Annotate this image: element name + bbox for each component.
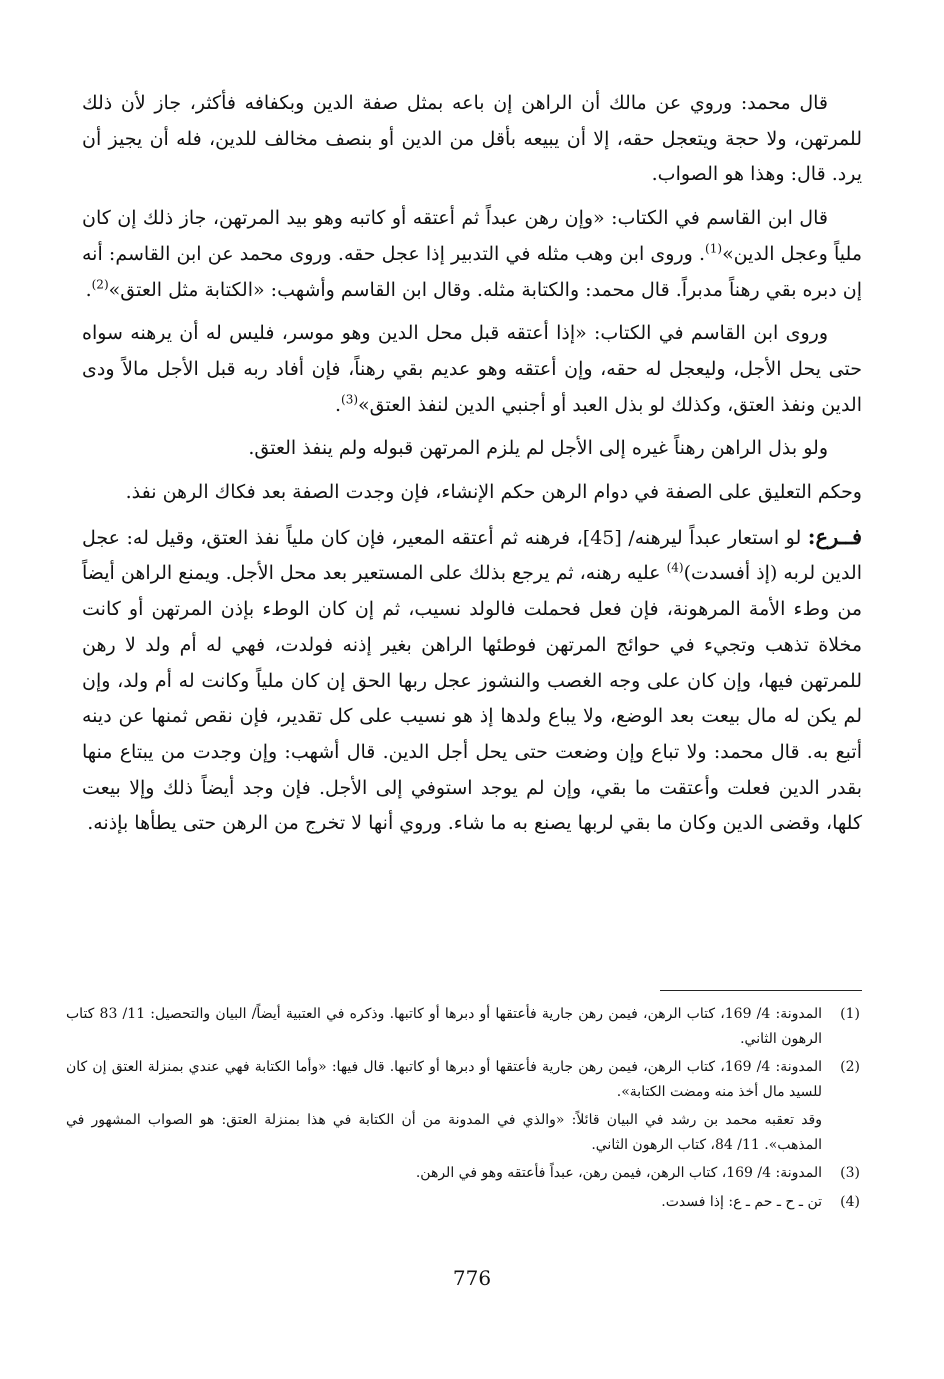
paragraph-2: قال ابن القاسم في الكتاب: «وإن رهن عبداً ثم أعتقه أو كاتبه وهو بيد المرتهن، جاز ذلك إن كان ملياً وعجل الدين»$^{(1)}$. وروى ابن وهب مثله في التدبير إذا عجل حقه. وروى محمد عن ابن القاسم: أنه إن دبره بقي رهناً مدبراً. قال محمد: والكتابة مثله. وقال ابن القاسم وأشهب: «الكتابة مثل العتق»$^{(2)}$. bbox=[82, 207, 862, 301]
footnote-number: (2) bbox=[840, 1059, 860, 1075]
paragraph-3: وروى ابن القاسم في الكتاب: «إذا أعتقه قبل محل الدين وهو موسر، فليس له أن يرهنه سواه حتى يحل الأجل، وليعجل له حقه، وإن أعتقه وهو عديم بقي رهناً، فإن أفاد ربه قبل الأجل مالاً ودى الدين ونفذ العتق، وكذلك لو بذل العبد أو أجنبي الدين لنفذ العتق»$^{(3)}$. bbox=[82, 322, 862, 416]
footnote-text: المدونة: 4/ 169، كتاب الرهن، فيمن رهن جارية فأعتقها أو دبرها أو كاتبها. قال فيها: «وأما الكتابة فهي عندي بمنزلة العتق إن كان للسيد مال أخذ منه ومضت الكتابة». bbox=[66, 1059, 822, 1100]
footnote-ref-4[interactable]: (4) bbox=[666, 561, 684, 576]
footnote-2 bbox=[66, 1055, 860, 1104]
footnote-divider bbox=[660, 990, 862, 991]
paragraph-6: فــرع: لو استعار عبداً ليرهنه/ [45]، فرهنه ثم أعتقه المعير، فإن كان ملياً نفذ العتق، وقيل له: عجل الدين لربه (إذ أفسدت)$^{(4)}$ عليه رهنه، ثم يرجع بذلك على المستعير بعد محل الأجل. ويمنع الراهن أيضاً من وطء الأمة المرهونة، فإن فعل فحملت فالولد نسيب، ثم إن كان الوطء بإذن المرتهن أو كانت مخلاة تذهب وتجيء في حوائج المرتهن فوطئها الراهن بغير إذنه فولدت، فهي له أم ولد لا رهن للمرتهن فيها، وإن كان على وجه الغصب والنشوز عجل ربها الحق إن كان ملياً وكانت له أم ولد، وإن لم يكن له مال بيعت بعد الوضع، ولا يباع ولدها إذ هو نسيب على كل تقدير، فإن نقص ثمنها عن دينه أتبع به. قال محمد: ولا تباع وإن وضعت حتى يحل أجل الدين. قال أشهب: وإن وجدت من يبتاع منها بقدر الدين فعلت وأعتقت ما بقي، وإن لم يوجد استوفي إلى الأجل. فإن وجد أيضاً ذلك وإلا بيعت كلها، وقضى الدين وكان ما بقي لربها يصنع به ما شاء. وروي أنها لا تخرج من الرهن حتى يطأها بإذنه. bbox=[82, 523, 862, 835]
section-lead-word: فــرع: bbox=[807, 523, 862, 549]
footnote-ref-1[interactable]: (1) bbox=[705, 241, 723, 256]
footnote-text: تن ـ ح ـ حم ـ ع: إذا فسدت. bbox=[661, 1193, 822, 1210]
footnote-number: (4) bbox=[840, 1193, 860, 1210]
paragraph-5: وحكم التعليق على الصفة في دوام الرهن حكم الإنشاء، فإن وجدت الصفة بعد فكاك الرهن نفذ. bbox=[125, 481, 862, 504]
footnote-text: المدونة: 4/ 169، كتاب الرهن، فيمن رهن، عبداً فأعتقه وهو في الرهن. bbox=[415, 1165, 822, 1181]
paragraph-4: ولو بذل الراهن رهناً غيره إلى الأجل لم يلزم المرتهن قبوله ولم ينفذ العتق. bbox=[248, 437, 828, 460]
footnote-text: المدونة: 4/ 169، كتاب الرهن، فيمن رهن جارية فأعتقها أو دبرها أو كاتبها. وذكره في العتبية أيضاً/ البيان والتحصيل: 11/ 83 كتاب الرهون الثاني. bbox=[66, 1006, 823, 1047]
page-number: 776 bbox=[452, 1266, 492, 1290]
footnote-ref-2[interactable]: (2) bbox=[91, 277, 109, 292]
footnote-4 bbox=[66, 1190, 860, 1215]
paragraph-1: قال محمد: وروي عن مالك أن الراهن إن باعه بمثل صفة الدين وبكفافه فأكثر، جاز لأن ذلك للمرتهن، ولا حجة ويتعجل حقه، إلا أن يبيعه بأقل من الدين أو بنصف مخالف للدين، فله أن يجيز أن يرد. قال: وهذا هو الصواب. bbox=[82, 92, 862, 186]
footnote-ref-3[interactable]: (3) bbox=[341, 392, 359, 407]
footnote-2-continuation: وقد تعقبه محمد بن رشد في البيان قائلاً: «والذي في المدونة من أن الكتابة في هذا بمنزلة العتق: هو الصواب المشهور في المذهب». 11/ 84، كتاب الرهون الثاني. bbox=[66, 1112, 822, 1153]
footnote-number: (3) bbox=[840, 1165, 860, 1181]
footnotes bbox=[66, 1002, 860, 1218]
footnote-3 bbox=[66, 1161, 860, 1186]
main-text bbox=[82, 86, 862, 850]
footnote-number: (1) bbox=[840, 1006, 860, 1022]
footnote-1 bbox=[66, 1002, 860, 1051]
